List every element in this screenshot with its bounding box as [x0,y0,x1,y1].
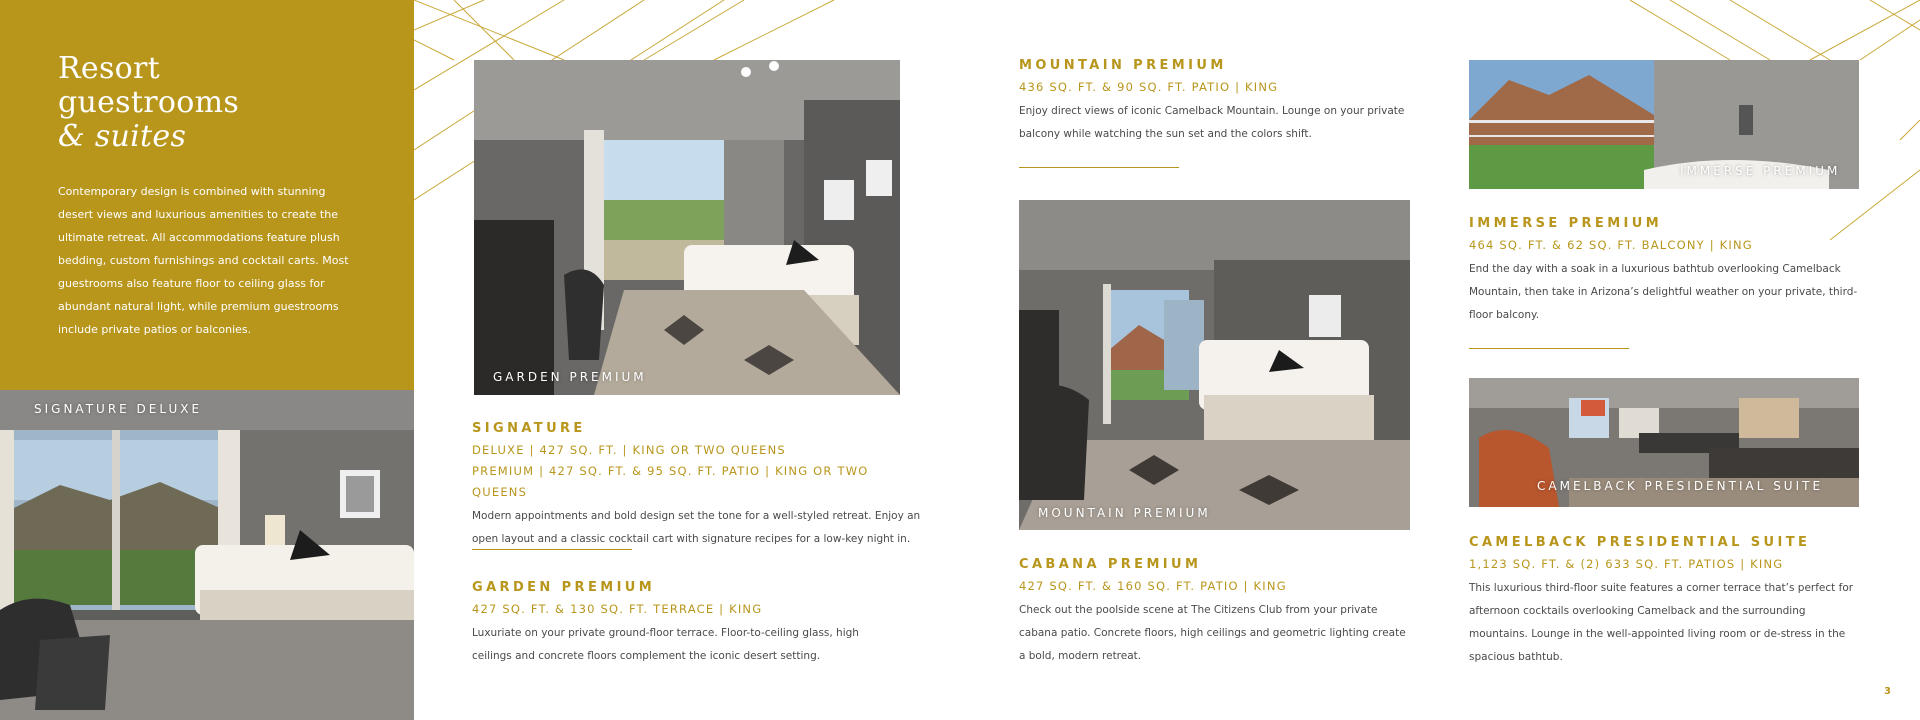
section-immerse-premium [1469,215,1864,327]
room-desc-immerse-premium: End the day with a soak in a luxurious bathtub overlooking Camelback Mountain, then take in Arizona’s delightful weather on your private, third-floor balcony. [1469,263,1858,321]
divider-rule [1469,348,1629,349]
photo-garden-premium [474,60,900,395]
photo-presidential-suite [1469,378,1859,507]
title-line-3: & suites [58,119,187,154]
caption-immerse-premium: IMMERSE PREMIUM [1680,164,1841,178]
photo-signature-deluxe [0,390,414,720]
section-presidential-suite [1469,534,1864,669]
divider-rule [472,549,632,550]
caption-garden-premium: GARDEN PREMIUM [493,370,647,384]
caption-presidential-suite: CAMELBACK PRESIDENTIAL SUITE [1537,479,1824,493]
room-name-garden-premium: GARDEN PREMIUM [472,580,656,595]
room-desc-mountain-premium: Enjoy direct views of iconic Camelback Mountain. Lounge on your private balcony while watching the sun set and the colors shift. [1019,105,1405,140]
room-desc-signature: Modern appointments and bold design set the tone for a well-styled retreat. Enjoy an open layout and a classic cocktail cart with signature recipes for a low-key night in. [472,510,921,545]
room-spec-signature-deluxe: DELUXE | 427 SQ. FT. | KING OR TWO QUEENS [472,443,786,457]
title-line-1: Resort [58,51,160,86]
room-desc-garden-premium: Luxuriate on your private ground-floor terrace. Floor-to-ceiling glass, high ceilings and concrete floors complement the iconic desert setting. [472,627,859,662]
room-spec-garden-premium: 427 SQ. FT. & 130 SQ. FT. TERRACE | KING [472,602,763,616]
room-name-mountain-premium: MOUNTAIN PREMIUM [1019,58,1227,73]
page-title [58,52,239,154]
section-signature [472,420,922,551]
signature-deluxe-image [0,390,414,720]
intro-paragraph: Contemporary design is combined with stunning desert views and luxurious amenities to create the ultimate retreat. All accommodations feature plush bedding, custom furnishings and cocktail carts. Most guestrooms also feature floor to ceiling glass for abundant natural light, while premium guestrooms include private patios or balconies. [58,185,349,336]
room-spec-mountain-premium: 436 SQ. FT. & 90 SQ. FT. PATIO | KING [1019,80,1279,94]
room-spec-presidential-suite: 1,123 SQ. FT. & (2) 633 SQ. FT. PATIOS | KING [1469,557,1784,571]
room-name-signature: SIGNATURE [472,421,586,436]
caption-mountain-premium: MOUNTAIN PREMIUM [1038,506,1211,520]
garden-premium-image [474,60,900,395]
page-number: 3 [1884,686,1891,697]
room-name-presidential-suite: CAMELBACK PRESIDENTIAL SUITE [1469,535,1811,550]
room-spec-cabana-premium: 427 SQ. FT. & 160 SQ. FT. PATIO | KING [1019,579,1287,593]
room-desc-cabana-premium: Check out the poolside scene at The Citizens Club from your private cabana patio. Concrete floors, high ceilings and geometric lighting create a bold, modern retreat. [1019,604,1406,662]
room-name-cabana-premium: CABANA PREMIUM [1019,557,1202,572]
mountain-premium-image [1019,200,1410,530]
caption-signature-deluxe: SIGNATURE DELUXE [34,402,203,416]
room-name-immerse-premium: IMMERSE PREMIUM [1469,216,1663,231]
photo-mountain-premium [1019,200,1410,530]
photo-immerse-premium [1469,60,1859,189]
divider-rule [1019,167,1179,168]
section-cabana-premium [1019,556,1414,668]
room-desc-presidential-suite: This luxurious third-floor suite features a corner terrace that’s perfect for afternoon cocktails overlooking Camelback and the surrounding mountains. Lounge in the well-appointed living room or de-stress in the spacious bathtub. [1469,582,1854,663]
room-spec-signature-premium: PREMIUM | 427 SQ. FT. & 95 SQ. FT. PATIO | KING OR TWO QUEENS [472,464,869,499]
room-spec-immerse-premium: 464 SQ. FT. & 62 SQ. FT. BALCONY | KING [1469,238,1753,252]
title-line-2: guestrooms [58,85,240,120]
section-mountain-premium [1019,57,1414,146]
section-garden-premium [472,579,877,668]
intro-panel [0,0,414,390]
